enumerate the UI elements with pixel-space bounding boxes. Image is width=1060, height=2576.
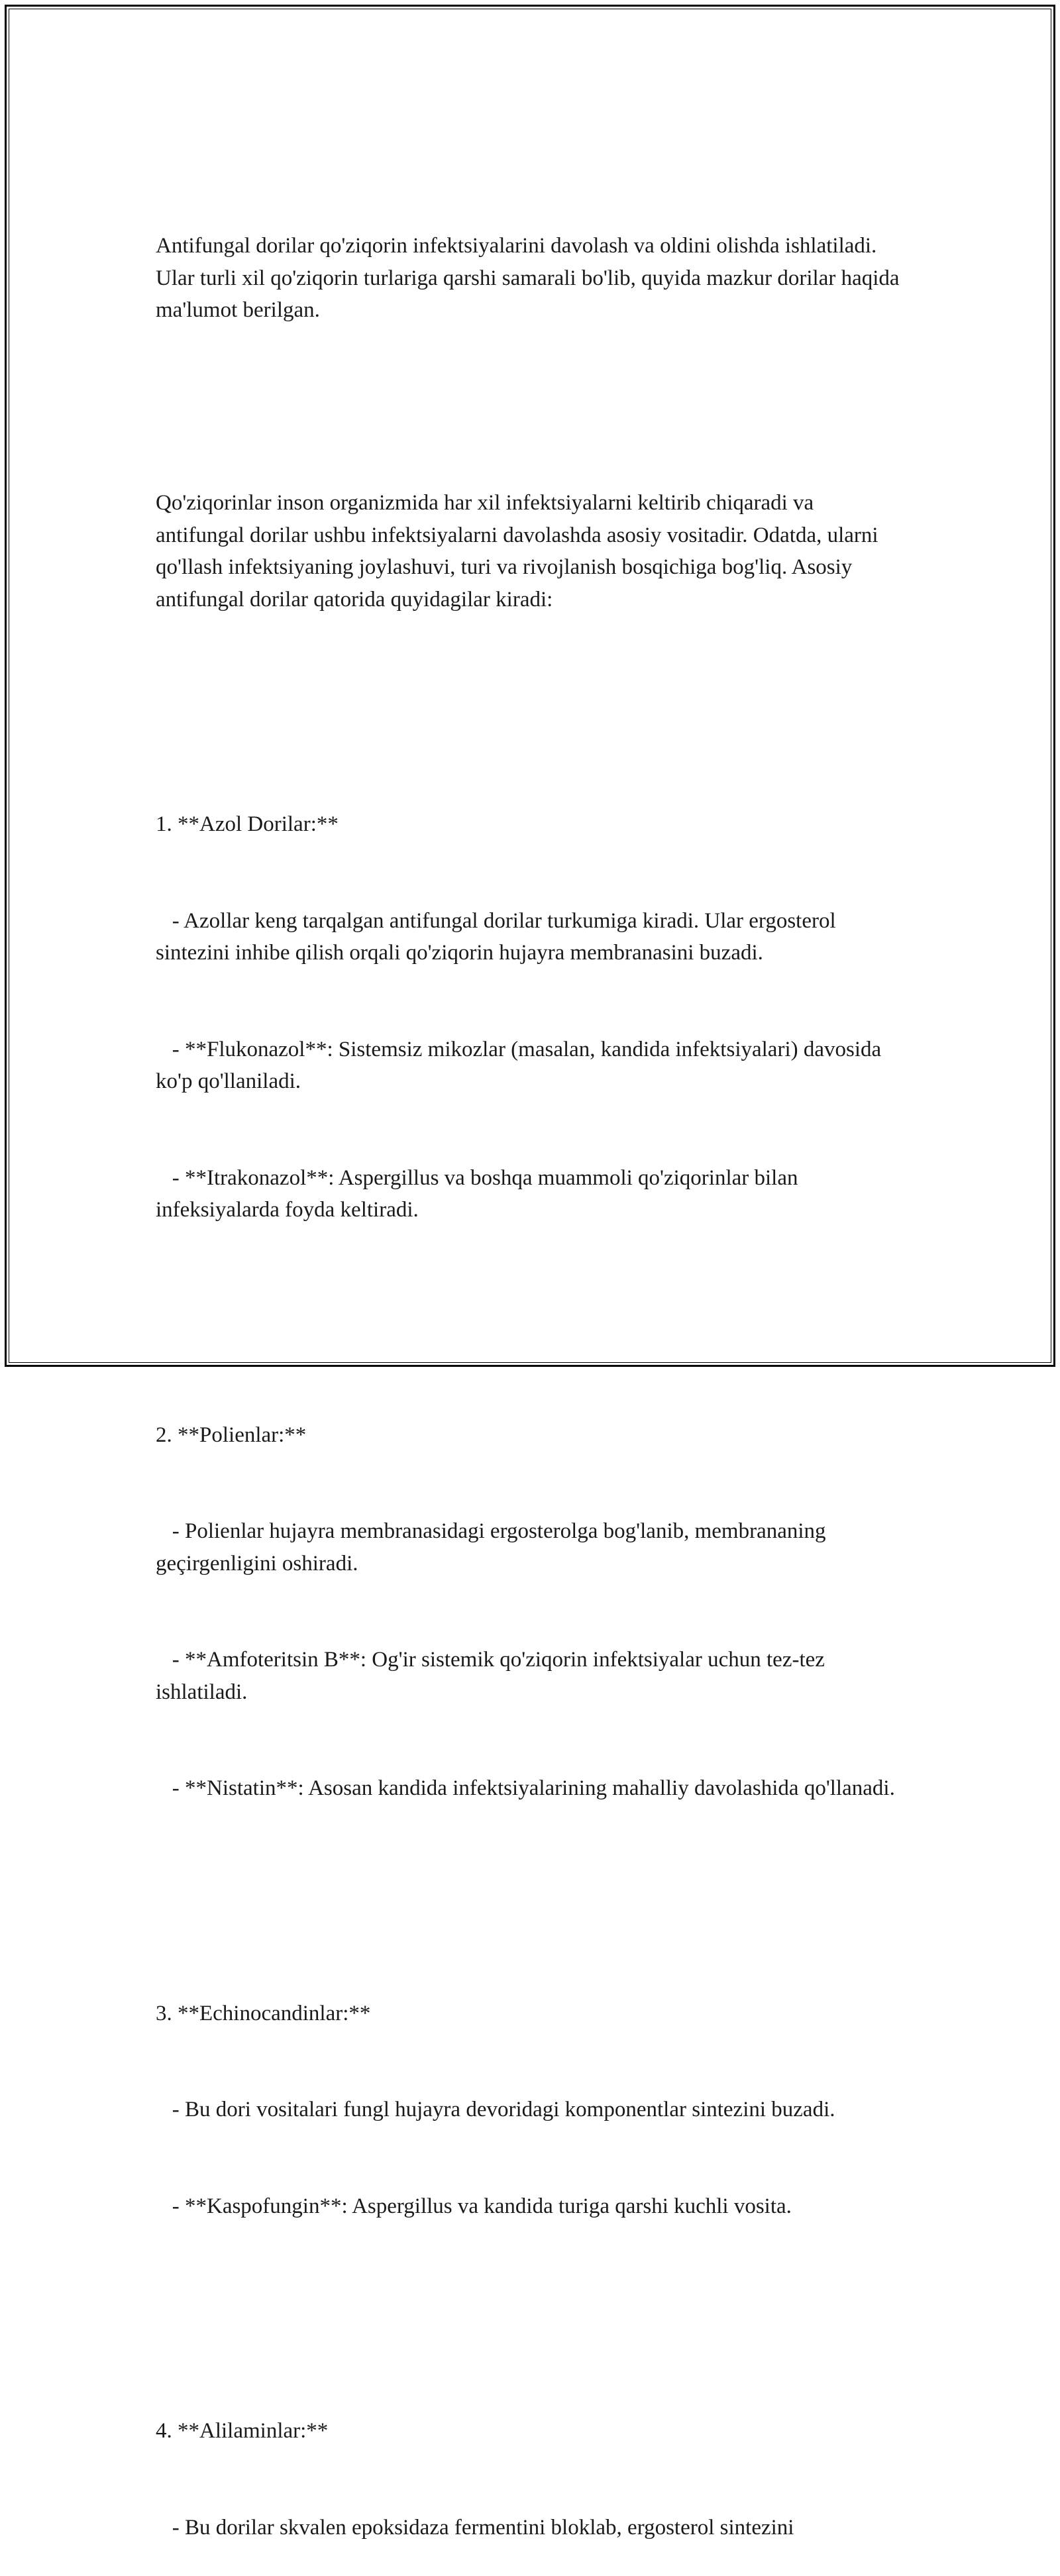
spacer	[156, 2286, 904, 2319]
section-heading-echinocandinlar: 3. **Echinocandinlar:**	[156, 2001, 371, 2025]
section-item: - **Nistatin**: Asosan kandida infektsiyalarining mahalliy davolashida qo'llanadi.	[156, 1776, 895, 1800]
intro-paragraph-1: Antifungal dorilar qo'ziqorin infektsiyalarini davolash va oldini olishda ishlatiladi. Ular turli xil qo'ziqorin turlariga qarshi samarali bo'lib, quyida mazkur dorilar haqida ma'lumot berilgan.	[156, 234, 905, 322]
section-heading-alilaminlar: 4. **Alilaminlar:**	[156, 2419, 329, 2443]
section-item: - **Amfoteritsin B**: Og'ir sistemik qo'ziqorin infektsiyalar uchun tez-tez ishlatiladi.	[156, 1648, 831, 1704]
spacer	[156, 391, 904, 423]
section-heading-azol: 1. **Azol Dorilar:**	[156, 812, 339, 836]
section-item: - Bu dori vositalari fungl hujayra devoridagi komponentlar sintezini buzadi.	[156, 2098, 835, 2121]
document-body	[156, 166, 904, 2576]
section-item: - Polienlar hujayra membranasidagi ergosterolga bog'lanib, membrananing geçirgenligini oshiradi.	[156, 1519, 831, 1576]
section-item: - **Itrakonazol**: Aspergillus va boshqa muammoli qo'ziqorinlar bilan infeksiyalarda foyda keltiradi.	[156, 1165, 804, 1222]
section-item: - Azollar keng tarqalgan antifungal dorilar turkumiga kiradi. Ular ergosterol sintezini inhibe qilish orqali qo'ziqorin hujayra membranasini buzadi.	[156, 908, 841, 965]
section-item: - **Kaspofungin**: Aspergillus va kandida turiga qarshi kuchli vosita.	[156, 2194, 792, 2218]
spacer	[156, 1869, 904, 1902]
spacer	[156, 1291, 904, 1323]
section-item: - **Flukonazol**: Sistemsiz mikozlar (masalan, kandida infektsiyalari) davosida ko'p qo'llaniladi.	[156, 1037, 887, 1093]
section-item: - Bu dorilar skvalen epoksidaza fermentini bloklab, ergosterol sintezini	[156, 2515, 794, 2540]
spacer	[156, 680, 904, 712]
section-heading-polienlar: 2. **Polienlar:**	[156, 1422, 307, 1447]
intro-paragraph-2: Qo'ziqorinlar inson organizmida har xil infektsiyalarni keltirib chiqaradi va antifungal dorilar ushbu infektsiyalarni davolashda asosiy vositadir. Odatda, ularni qo'llash infektsiyaning joylashuvi, turi va rivojlanish bosqichiga bog'liq. Asosiy antifungal dorilar qatorida quyidagilar kiradi:	[156, 491, 884, 612]
